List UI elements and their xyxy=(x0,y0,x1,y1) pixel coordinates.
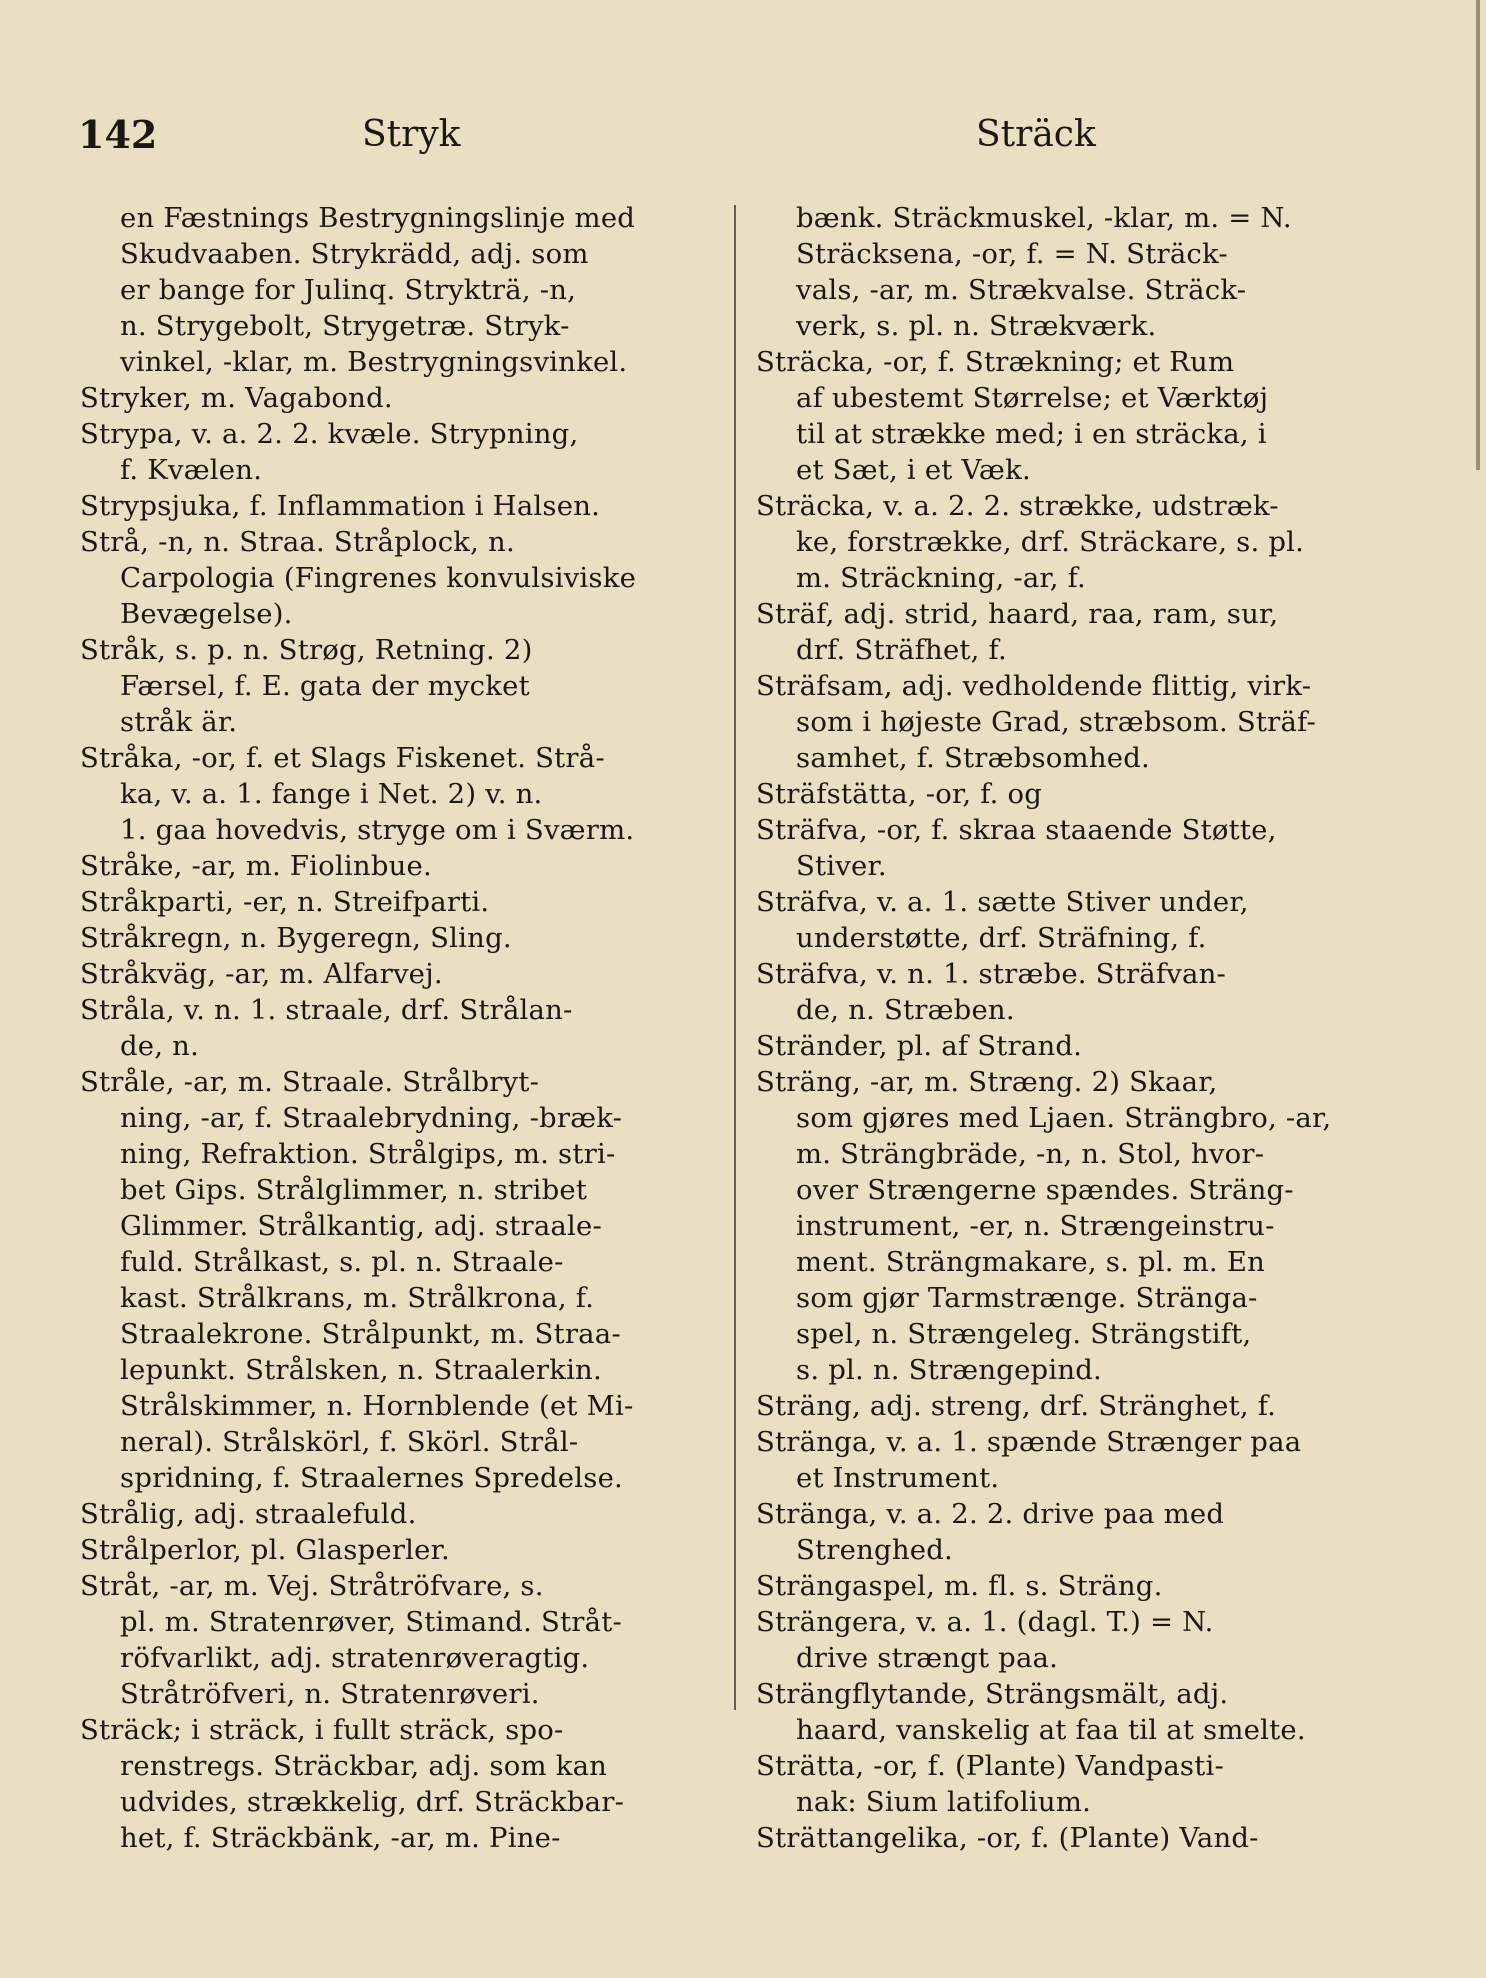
text-line: Stryker, m. Vagabond. xyxy=(80,382,393,414)
text-line: Sträcksena, -or, f. = N. Sträck- xyxy=(796,238,1228,270)
text-line: Færsel, f. E. gata der mycket xyxy=(120,670,530,702)
text-line: Strenghed. xyxy=(796,1534,953,1566)
text-line: Strå, -n, n. Straa. Stråplock, n. xyxy=(80,526,515,558)
text-line: Glimmer. Strålkantig, adj. straale- xyxy=(120,1210,602,1242)
text-line: Stråla, v. n. 1. straale, drf. Strålan- xyxy=(80,994,573,1026)
text-line: Stråkväg, -ar, m. Alfarvej. xyxy=(80,958,443,990)
text-line: Stråk, s. p. n. Strøg, Retning. 2) xyxy=(80,634,533,666)
text-line: Sträfva, v. a. 1. sætte Stiver under, xyxy=(756,886,1249,918)
text-line: ka, v. a. 1. fange i Net. 2) v. n. xyxy=(120,778,543,810)
text-line: som gjøres med Ljaen. Strängbro, -ar, xyxy=(796,1102,1332,1134)
text-line: Stråkregn, n. Bygeregn, Sling. xyxy=(80,922,512,954)
text-line: et Sæt, i et Væk. xyxy=(796,454,1031,486)
text-line: Bevægelse). xyxy=(120,598,293,630)
text-line: Stråke, -ar, m. Fiolinbue. xyxy=(80,850,432,882)
text-line: udvides, strækkelig, drf. Sträckbar- xyxy=(120,1786,625,1818)
text-line: neral). Strålskörl, f. Skörl. Strål- xyxy=(120,1426,579,1458)
page-number: 142 xyxy=(78,112,158,157)
text-line: Stråtröfveri, n. Stratenrøveri. xyxy=(120,1678,540,1710)
text-line: f. Kvælen. xyxy=(120,454,263,486)
text-line: er bange for Julinq. Strykträ, -n, xyxy=(120,274,577,306)
text-line: Strålperlor, pl. Glasperler. xyxy=(80,1534,450,1566)
text-line: Strängflytande, Strängsmält, adj. xyxy=(756,1678,1229,1710)
text-line: drive strængt paa. xyxy=(796,1642,1059,1674)
text-line: Stränga, v. a. 1. spænde Strænger paa xyxy=(756,1426,1302,1458)
text-line: Strättangelika, -or, f. (Plante) Vand- xyxy=(756,1822,1259,1854)
text-line: Sträfsam, adj. vedholdende flittig, virk- xyxy=(756,670,1312,702)
text-line: som i højeste Grad, stræbsom. Sträf- xyxy=(796,706,1316,738)
text-line: Sträfva, -or, f. skraa staaende Støtte, xyxy=(756,814,1277,846)
text-line: Strätta, -or, f. (Plante) Vandpasti- xyxy=(756,1750,1224,1782)
text-line: Strängera, v. a. 1. (dagl. T.) = N. xyxy=(756,1606,1214,1638)
text-line: s. pl. n. Strængepind. xyxy=(796,1354,1103,1386)
text-line: Carpologia (Fingrenes konvulsiviske xyxy=(120,562,637,594)
text-line: Strålig, adj. straalefuld. xyxy=(80,1498,417,1530)
text-line: Skudvaaben. Strykrädd, adj. som xyxy=(120,238,589,270)
text-line: kast. Strålkrans, m. Strålkrona, f. xyxy=(120,1282,595,1314)
left-column xyxy=(80,200,720,1960)
text-line: m. Strängbräde, -n, n. Stol, hvor- xyxy=(796,1138,1265,1170)
running-head-right: Sträck xyxy=(976,114,1096,155)
text-line: som gjør Tarmstrænge. Stränga- xyxy=(796,1282,1258,1314)
right-column xyxy=(756,200,1390,1960)
text-line: Sträcka, v. a. 2. 2. strække, udstræk- xyxy=(756,490,1279,522)
text-line: af ubestemt Størrelse; et Værktøj xyxy=(796,382,1269,414)
text-line: Sträck; i sträck, i fullt sträck, spo- xyxy=(80,1714,564,1746)
text-line: stråk är. xyxy=(120,706,238,738)
text-line: Stråt, -ar, m. Vej. Stråtröfvare, s. xyxy=(80,1570,544,1602)
text-line: instrument, -er, n. Strængeinstru- xyxy=(796,1210,1275,1242)
text-line: nak: Sium latifolium. xyxy=(796,1786,1092,1818)
text-line: n. Strygebolt, Strygetræ. Stryk- xyxy=(120,310,570,342)
text-line: ke, forstrække, drf. Sträckare, s. pl. xyxy=(796,526,1305,558)
text-line: het, f. Sträckbänk, -ar, m. Pine- xyxy=(120,1822,561,1854)
text-line: Sträng, -ar, m. Stræng. 2) Skaar, xyxy=(756,1066,1218,1098)
text-line: de, n. Stræben. xyxy=(796,994,1015,1026)
text-line: ning, Refraktion. Strålgips, m. stri- xyxy=(120,1138,616,1170)
text-line: röfvarlikt, adj. stratenrøveragtig. xyxy=(120,1642,590,1674)
text-line: Strypa, v. a. 2. 2. kvæle. Strypning, xyxy=(80,418,579,450)
text-line: til at strække med; i en sträcka, i xyxy=(796,418,1267,450)
text-line: bet Gips. Strålglimmer, n. stribet xyxy=(120,1174,588,1206)
text-line: Stiver. xyxy=(796,850,887,882)
text-line: Sträfstätta, -or, f. og xyxy=(756,778,1043,810)
text-line: samhet, f. Stræbsomhed. xyxy=(796,742,1150,774)
text-line: Sträng, adj. streng, drf. Stränghet, f. xyxy=(756,1390,1277,1422)
text-line: Strålskimmer, n. Hornblende (et Mi- xyxy=(120,1390,634,1422)
text-line: Stråkparti, -er, n. Streifparti. xyxy=(80,886,490,918)
page-header xyxy=(0,112,1486,172)
text-line: Strypsjuka, f. Inflammation i Halsen. xyxy=(80,490,601,522)
text-line: drf. Sträfhet, f. xyxy=(796,634,1007,666)
text-line: lepunkt. Strålsken, n. Straalerkin. xyxy=(120,1354,602,1386)
text-line: vals, -ar, m. Strækvalse. Sträck- xyxy=(796,274,1247,306)
text-line: renstregs. Sträckbar, adj. som kan xyxy=(120,1750,608,1782)
text-line: m. Sträckning, -ar, f. xyxy=(796,562,1086,594)
text-line: et Instrument. xyxy=(796,1462,1000,1494)
text-line: bænk. Sträckmuskel, -klar, m. = N. xyxy=(796,202,1292,234)
text-line: Sträf, adj. strid, haard, raa, ram, sur, xyxy=(756,598,1279,630)
text-line: de, n. xyxy=(120,1030,200,1062)
text-line: ment. Strängmakare, s. pl. m. En xyxy=(796,1246,1265,1278)
column-rule xyxy=(734,205,736,1710)
text-line: vinkel, -klar, m. Bestrygningsvinkel. xyxy=(120,346,628,378)
text-line: spridning, f. Straalernes Spredelse. xyxy=(120,1462,623,1494)
text-line: verk, s. pl. n. Strækværk. xyxy=(796,310,1157,342)
text-line: over Strængerne spændes. Sträng- xyxy=(796,1174,1294,1206)
text-line: Stränder, pl. af Strand. xyxy=(756,1030,1083,1062)
text-line: Stränga, v. a. 2. 2. drive paa med xyxy=(756,1498,1225,1530)
text-line: Stråka, -or, f. et Slags Fiskenet. Strå- xyxy=(80,742,605,774)
text-line: Strängaspel, m. fl. s. Sträng. xyxy=(756,1570,1163,1602)
text-line: Sträfva, v. n. 1. stræbe. Sträfvan- xyxy=(756,958,1227,990)
text-line: Sträcka, -or, f. Strækning; et Rum xyxy=(756,346,1235,378)
text-line: Stråle, -ar, m. Straale. Strålbryt- xyxy=(80,1066,540,1098)
text-line: ning, -ar, f. Straalebrydning, -bræk- xyxy=(120,1102,623,1134)
text-line: Straalekrone. Strålpunkt, m. Straa- xyxy=(120,1318,621,1350)
text-line: en Fæstnings Bestrygningslinje med xyxy=(120,202,636,234)
running-head-left: Stryk xyxy=(362,114,461,155)
text-line: 1. gaa hovedvis, stryge om i Sværm. xyxy=(120,814,635,846)
text-line: understøtte, drf. Sträfning, f. xyxy=(796,922,1207,954)
text-line: pl. m. Stratenrøver, Stimand. Stråt- xyxy=(120,1606,622,1638)
text-line: fuld. Strålkast, s. pl. n. Straale- xyxy=(120,1246,564,1278)
text-line: haard, vanskelig at faa til at smelte. xyxy=(796,1714,1306,1746)
text-line: spel, n. Strængeleg. Strängstift, xyxy=(796,1318,1252,1350)
